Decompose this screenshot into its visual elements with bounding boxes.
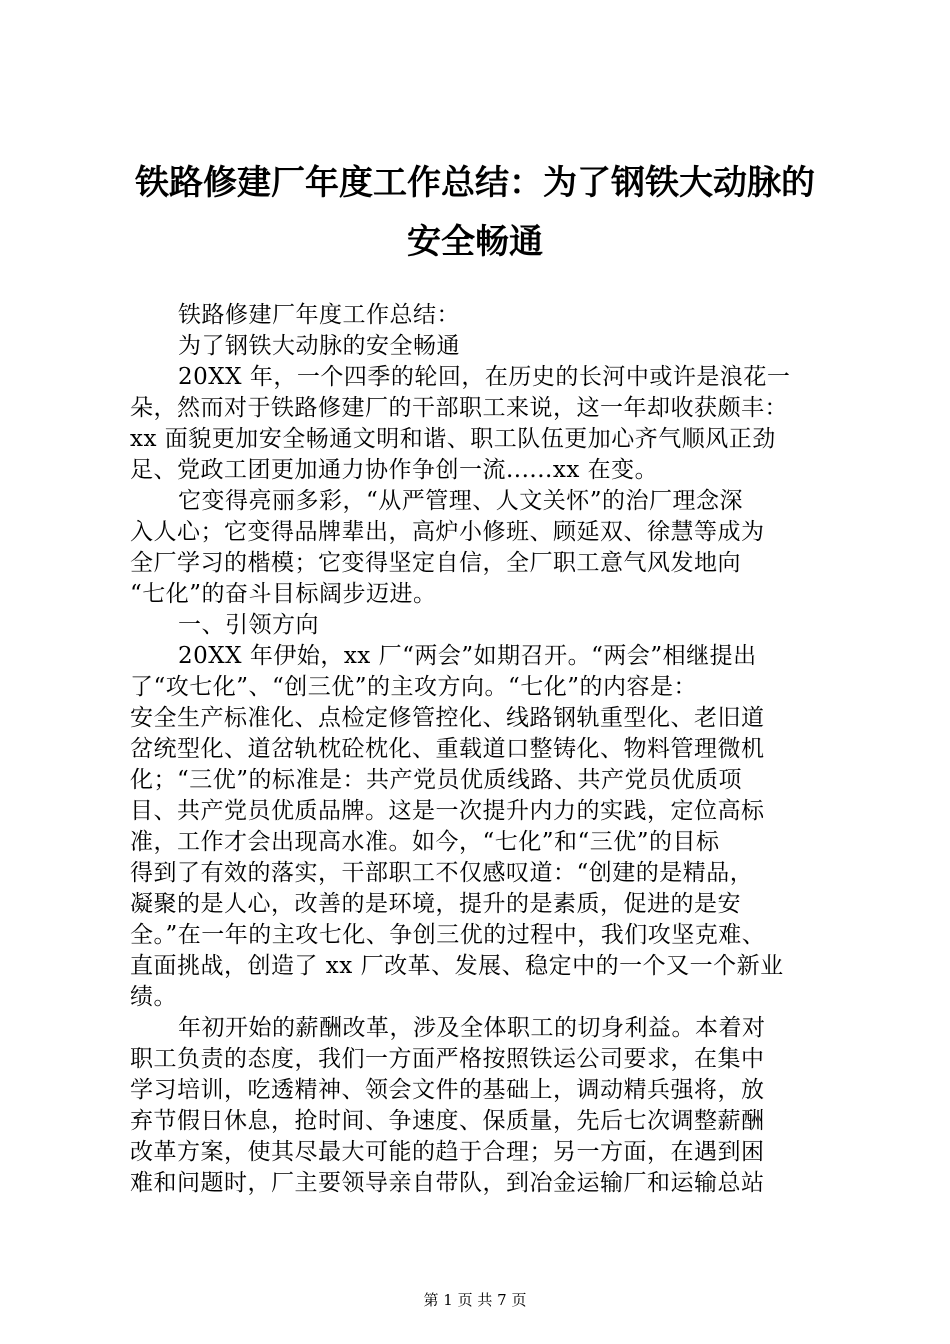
paragraph-line: 准，工作才会出现高水准。如今，“七化”和“三优”的目标 [130,829,720,855]
paragraph-line: 岔统型化、道岔轨枕砼枕化、重载道口整铸化、物料管理微机 [130,736,765,762]
document-title-line-2: 安全畅通 [407,222,543,262]
paragraph-line: 全。”在一年的主攻七化、争创三优的过程中，我们攻坚克难、 [130,922,766,948]
paragraph-line: 它变得亮丽多彩，“从严管理、人文关怀”的治厂理念深 [178,488,744,514]
paragraph-line: 学习培训，吃透精神、领会文件的基础上，调动精兵强将，放 [130,1077,765,1103]
paragraph-line: 得到了有效的落实，干部职工不仅感叹道：“创建的是精品， [130,860,754,886]
subtitle-line-1: 铁路修建厂年度工作总结： [178,302,460,328]
paragraph-line: 安全生产标准化、点检定修管控化、线路钢轨重型化、老旧道 [130,705,765,731]
subtitle-line-2: 为了钢铁大动脉的安全畅通 [178,333,460,359]
paragraph-line: 改革方案，使其尽最大可能的趋于合理；另一方面，在遇到困 [130,1139,765,1165]
paragraph-line: 年初开始的薪酬改革，涉及全体职工的切身利益。本着对 [178,1015,766,1041]
paragraph-line: 目、共产党员优质品牌。这是一次提升内力的实践，定位高标 [130,798,765,824]
paragraph-line: 20XX 年伊始，xx 厂“两会”如期召开。“两会”相继提出 [178,643,757,669]
paragraph-line: 弃节假日休息，抢时间、争速度、保质量，先后七次调整薪酬 [130,1108,765,1134]
paragraph-line: 20XX 年，一个四季的轮回，在历史的长河中或许是浪花一 [178,364,791,390]
section-heading: 一、引领方向 [178,612,319,638]
paragraph-line: 入人心；它变得品牌辈出，高炉小修班、顾延双、徐慧等成为 [130,519,765,545]
paragraph-line: “七化”的奋斗目标阔步迈进。 [130,581,437,607]
paragraph-line: 朵，然而对于铁路修建厂的干部职工来说，这一年却收获颇丰： [130,395,788,421]
paragraph-line: 足、党政工团更加通力协作争创一流......xx 在变。 [130,457,659,483]
paragraph-line: xx 面貌更加安全畅通文明和谐、职工队伍更加心齐气顺风正劲 [130,426,776,452]
page-number-footer: 第 1 页 共 7 页 [423,1291,527,1309]
paragraph-line: 了“攻七化”、“创三优”的主攻方向。“七化”的内容是： [130,674,698,700]
paragraph-line: 职工负责的态度，我们一方面严格按照铁运公司要求，在集中 [130,1046,765,1072]
paragraph-line: 绩。 [130,984,177,1010]
paragraph-line: 全厂学习的楷模；它变得坚定自信，全厂职工意气风发地向 [130,550,741,576]
paragraph-line: 凝聚的是人心，改善的是环境，提升的是素质，促进的是安 [130,891,741,917]
document-title-line-1: 铁路修建厂年度工作总结：为了钢铁大动脉的 [135,163,815,203]
paragraph-line: 难和问题时，厂主要领导亲自带队，到冶金运输厂和运输总站 [130,1170,765,1196]
paragraph-line: 化；“三优”的标准是：共产党员优质线路、共产党员优质项 [130,767,743,793]
paragraph-line: 直面挑战，创造了 xx 厂改革、发展、稳定中的一个又一个新业 [130,953,784,979]
